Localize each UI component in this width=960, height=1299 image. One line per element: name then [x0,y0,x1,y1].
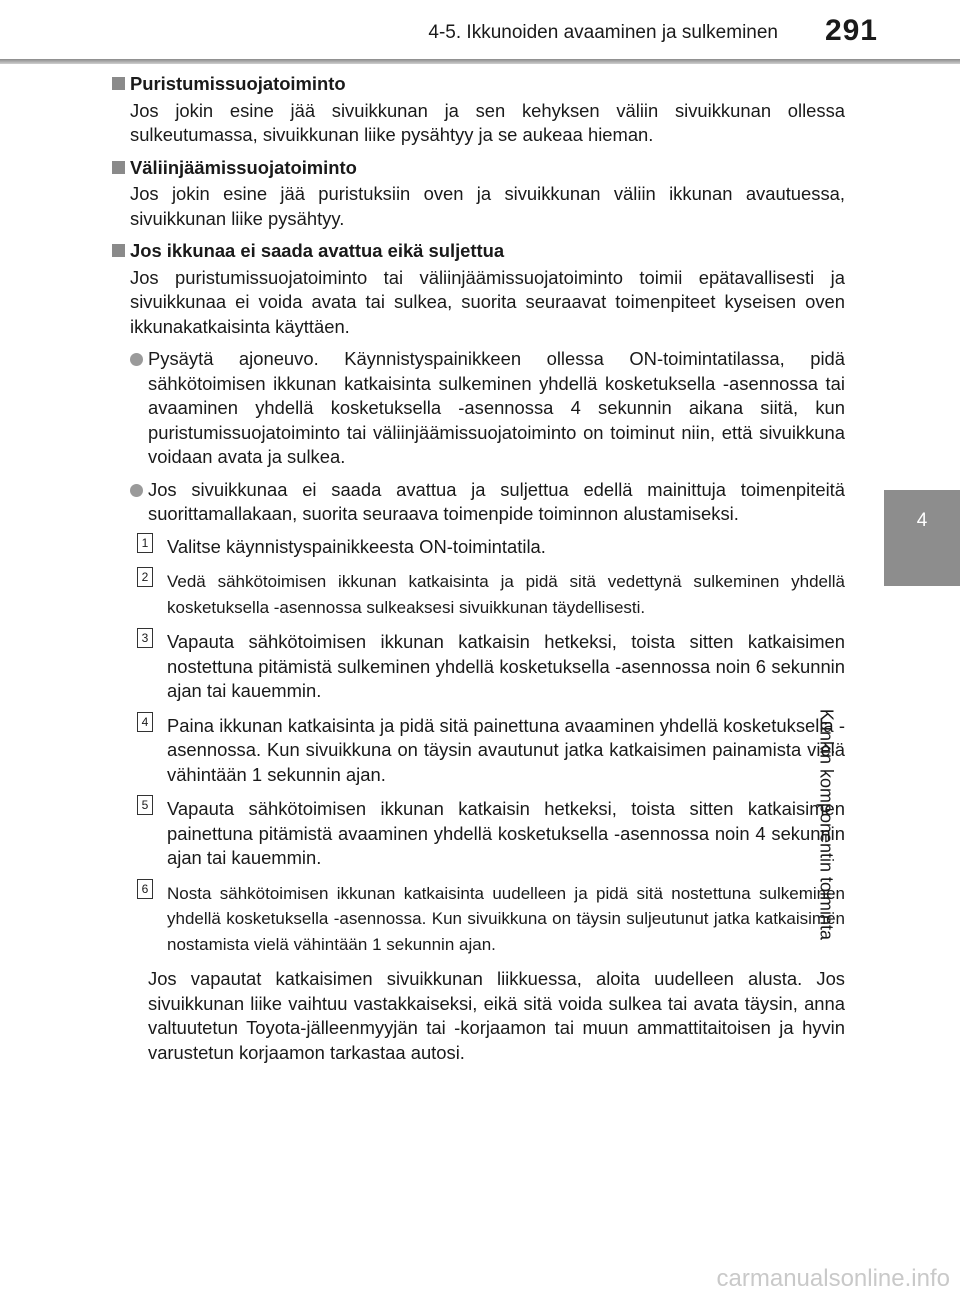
chapter-number: 4 [916,510,928,531]
section-title: 4-5. Ikkunoiden avaaminen ja sulkeminen [428,22,778,43]
heading-text: Puristumissuojatoiminto [130,73,346,94]
bullet-text: Pysäytä ajoneuvo. Käynnistyspainikkeen ollessa ON-toimintatilassa, pidä sähkötoimisen ikkunan katkaisinta sulkeminen yhdellä kosketuksella -asennossa tai avaaminen yhdellä kosketuksella -asennossa 4 sekunnin aikana siitä, kun puristumissuojatoiminto tai väliinjäämissuojatoiminto on toiminut niin, että sivuikkuna voidaan avata ja sulkea. [148,348,845,467]
step-text: Nosta sähkötoimisen ikkunan katkaisinta uudelleen ja pidä sitä nostettuna sulkeminen yhdellä kosketuksella -asennossa. Kun sivuikkuna on täysin suljeutunut jatka katkaisimen nostamista vielä vähintään 1 sekunnin ajan. [167,883,845,954]
heading-text: Väliinjäämissuojatoiminto [130,156,357,178]
watermark: carmanualsonline.info [716,1265,950,1292]
step-text: Vapauta sähkötoimisen ikkunan katkaisin hetkeksi, toista sitten katkaisimen nostettuna pitämistä sulkeminen yhdellä kosketuksella -asennossa noin 6 sekunnin ajan tai kauemmin. [167,631,845,701]
step-number: 3 [137,628,153,648]
section-heading [110,156,845,181]
chapter-tab [884,490,960,586]
step-item [141,797,845,871]
step-number: 4 [137,712,153,732]
step-item [141,881,845,958]
step-number: 6 [137,879,153,899]
step-item [141,569,845,620]
heading-text: Jos ikkunaa ei saada avattua eikä suljettua [130,240,505,261]
step-text: Valitse käynnistyspainikkeesta ON-toimintatila. [167,535,546,557]
bullet-item [148,347,845,470]
step-number: 5 [137,795,153,815]
square-bullet-icon [112,244,125,257]
page-number: 291 [824,14,878,47]
step-number: 1 [137,533,153,553]
section-text: Jos jokin esine jää puristuksiin oven ja sivuikkunan väliin ikkunan avautuessa, sivuikkunan liike pysähtyy. [130,183,845,229]
circle-bullet-icon [130,484,143,497]
circle-bullet-icon [130,353,143,366]
square-bullet-icon [112,77,125,90]
step-item [141,714,845,788]
step-number: 2 [137,567,153,587]
section-heading [110,239,845,264]
bullet-text: Jos sivuikkunaa ei saada avattua ja suljettua edellä mainittuja toimenpiteitä suorittamallakaan, suorita seuraava toimenpide toiminnon alustamiseksi. [148,478,845,524]
section-heading [110,72,845,97]
closing-text: Jos vapautat katkaisimen sivuikkunan liikkuessa, aloita uudelleen alusta. Jos sivuikkunan liike vaihtuu vastakkaiseksi, eikä sitä voida sulkea tai avata täysin, anna valtuutetun Toyota-jälleenmyyjän tai -korjaamon tai muun ammattitaitoisen ja hyvin varustetun korjaamon tarkastaa autosi. [148,968,845,1063]
step-text: Paina ikkunan katkaisinta ja pidä sitä painettuna avaaminen yhdellä kosketuksella -asennossa. Kun sivuikkuna on täysin avautunut jatka katkaisimen painamista vielä vähintään 1 sekunnin ajan. [167,714,845,785]
step-text: Vedä sähkötoimisen ikkunan katkaisinta ja pidä sitä vedettynä sulkeminen yhdellä kosketuksella -asennossa sulkeaksesi sivuikkunan täydellisesti. [167,572,845,617]
section-text: Jos puristumissuojatoiminto tai väliinjäämissuojatoiminto toimii epätavallisesti ja sivuikkunaa ei voida avata tai sulkea, suorita seuraavat toimenpiteet kyseisen oven ikkunakatkaisinta käyttäen. [130,266,845,337]
bullet-item [148,478,845,527]
square-bullet-icon [112,161,125,174]
step-item [141,630,845,704]
page-header [0,0,960,60]
chapter-label: Kunkin komponentin toiminta [816,708,837,941]
page-content [110,66,845,1065]
step-text: Vapauta sähkötoimisen ikkunan katkaisin hetkeksi, toista sitten katkaisimen painettuna pitämistä avaaminen yhdellä kosketuksella -asennossa noin 4 sekunnin ajan tai kauemmin. [167,798,845,868]
section-text: Jos jokin esine jää sivuikkunan ja sen kehyksen väliin sivuikkunan ollessa sulkeutumassa, sivuikkunan liike pysähtyy ja se aukeaa hieman. [130,99,845,145]
step-item [141,535,845,560]
header-divider [0,59,960,64]
